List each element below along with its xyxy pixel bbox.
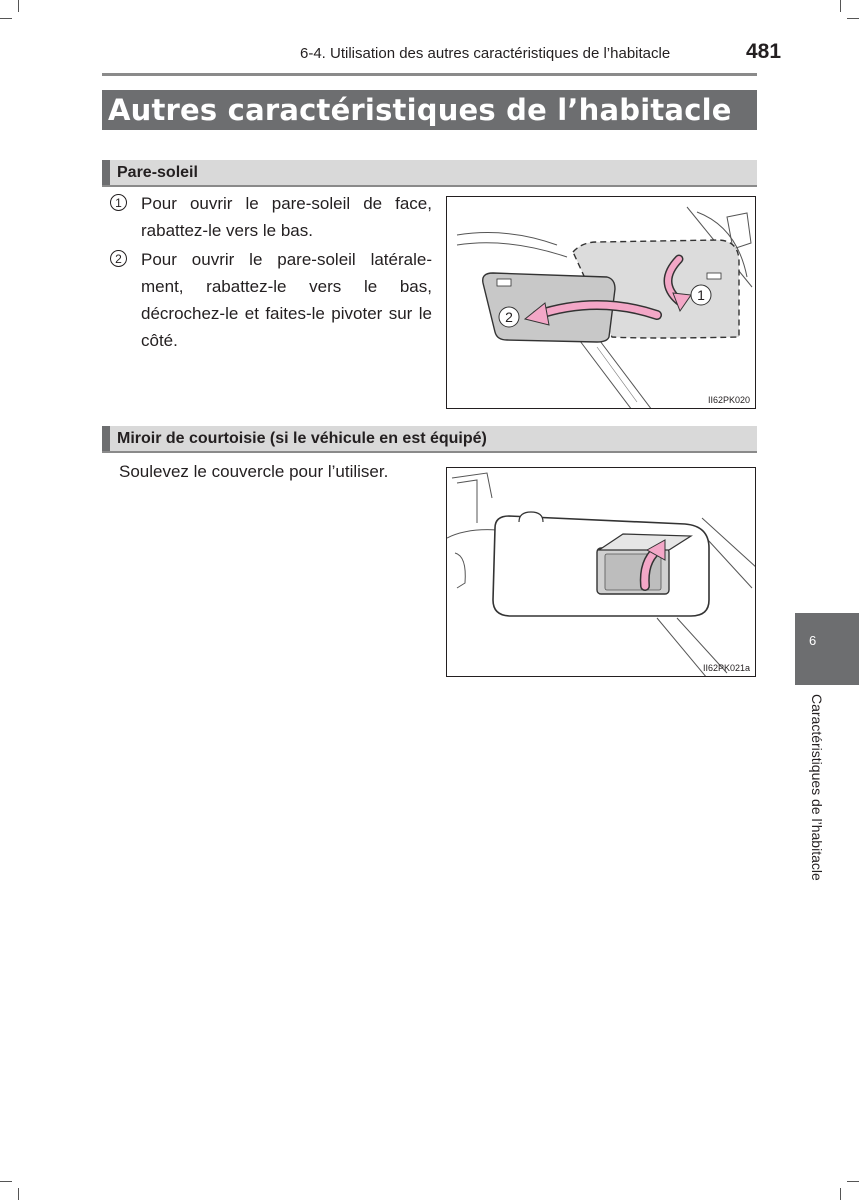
chapter-title: Caractéristiques de l’habitacle [809, 694, 825, 881]
callout-number: 2 [110, 250, 127, 267]
section-heading-bar [102, 160, 757, 187]
section-heading-bar [102, 426, 757, 453]
crop-mark [840, 0, 841, 12]
heading-marker [102, 426, 110, 451]
crop-mark [0, 18, 12, 19]
page-title: Autres caractéristiques de l’habitacle [108, 93, 732, 127]
header-rule [102, 73, 757, 76]
sunvisor-illustration [447, 197, 756, 409]
crop-mark [840, 1188, 841, 1200]
mirror-figure [446, 467, 756, 677]
callout-1-label: 1 [697, 287, 705, 303]
crop-mark [847, 1181, 859, 1182]
list-item [110, 246, 432, 354]
list-item [110, 190, 432, 244]
section-heading: Miroir de courtoisie (si le véhicule en est équipé) [117, 430, 487, 447]
paragraph: Soulevez le couvercle pour l’utiliser. [119, 462, 389, 481]
callout-number: 1 [110, 194, 127, 211]
crop-mark [18, 1188, 19, 1200]
crop-mark [0, 1181, 12, 1182]
chapter-number: 6 [809, 633, 817, 648]
chapter-tab [795, 613, 859, 685]
page-number: 481 [746, 40, 782, 63]
page-title-bar [102, 90, 757, 134]
section-heading: Pare-soleil [117, 164, 198, 181]
figure-code: II62PK021a [702, 663, 750, 673]
item-text: Pour ouvrir le pare-soleil latérale- ment, rabattez-le vers le bas, décrochez-le et faites-le pivoter sur le côté. [141, 250, 432, 350]
item-text: Pour ouvrir le pare-soleil de face, rabattez-le vers le bas. [141, 194, 432, 240]
callout-2-label: 2 [505, 309, 513, 325]
sunvisor-figure [446, 196, 756, 409]
running-header: 6-4. Utilisation des autres caractéristiques de l’habitacle [300, 45, 671, 62]
figure-code: II62PK020 [707, 395, 750, 405]
vanity-mirror-illustration [447, 468, 756, 677]
crop-mark [18, 0, 19, 12]
heading-marker [102, 160, 110, 185]
crop-mark [847, 18, 859, 19]
